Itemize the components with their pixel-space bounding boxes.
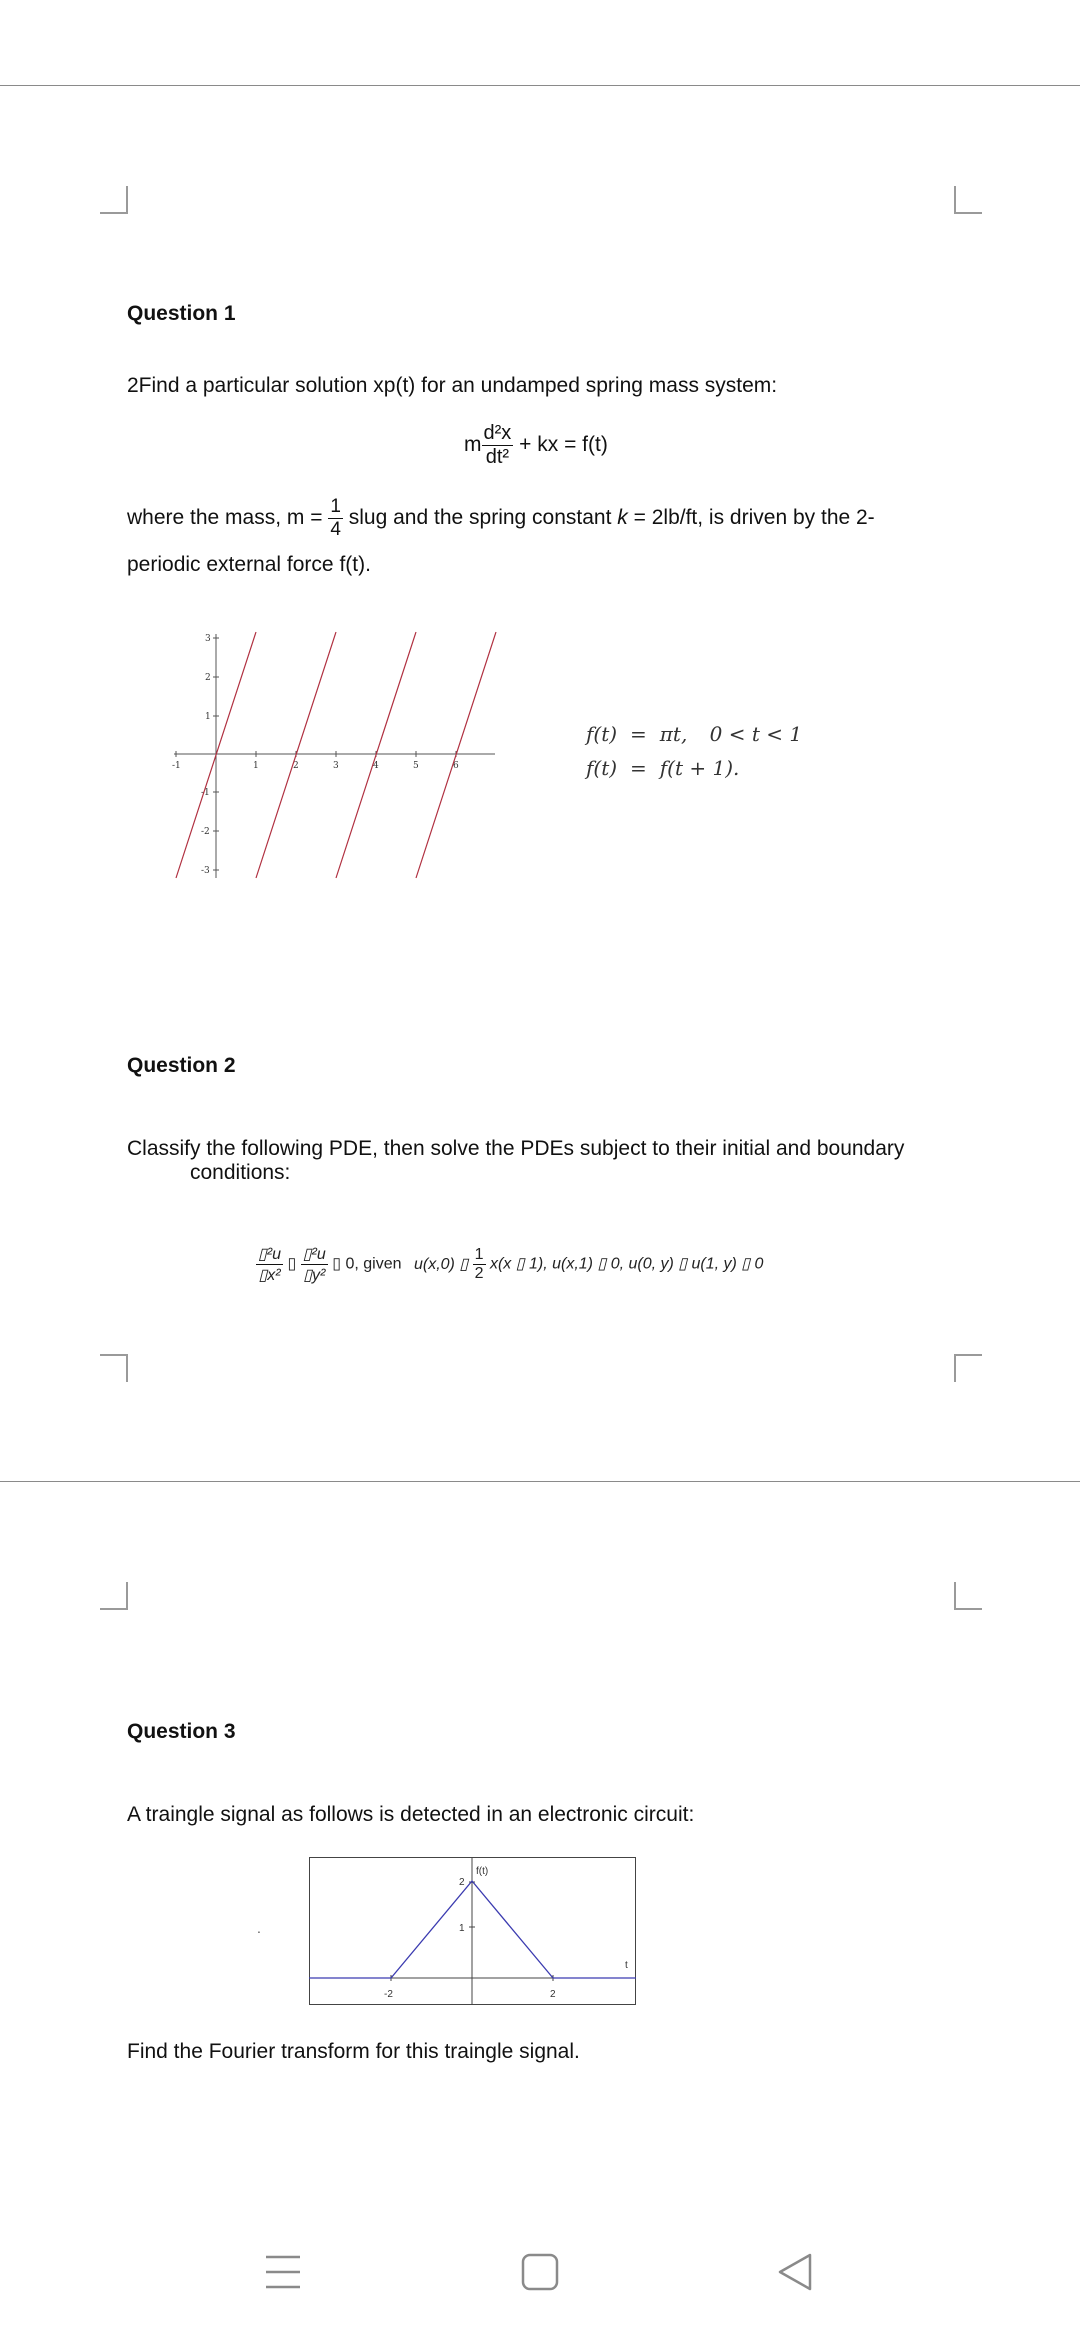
pde-cond2: x(x ▯ 1), u(x,1) ▯ 0, u(0, y) ▯ u(1, y) ▯ 0 (489, 1255, 764, 1273)
question-1-given (127, 496, 875, 541)
pde-op: ▯ (287, 1255, 297, 1273)
given-pre: where the mass, m = (127, 506, 323, 530)
saw-line-4 (416, 632, 496, 878)
x-tick-3: 3 (333, 761, 339, 771)
question-2-prompt-line1: Classify the following PDE, then solve the PDEs subject to their initial and boundary (127, 1137, 905, 1160)
back-button[interactable] (776, 2252, 814, 2292)
question-1-given-line2: periodic external force f(t). (127, 553, 371, 576)
x-tick-1: 1 (253, 761, 259, 771)
sawtooth-graph (160, 620, 510, 890)
crop-mark-top-right-2 (954, 1582, 982, 1610)
pde-half-den: 2 (474, 1265, 484, 1282)
question-2-prompt-line2: conditions: (190, 1161, 291, 1184)
y-tick-2: 2 (205, 673, 211, 683)
mass-numerator: 1 (330, 496, 341, 517)
question-1-prompt: 2Find a particular solution xp(t) for an undamped spring mass system: (127, 374, 778, 397)
equation-spring-mass (464, 422, 608, 469)
crop-mark-bottom-right (954, 1354, 982, 1382)
def1-lhs: f(t) (586, 722, 618, 746)
crop-mark-top-left (100, 186, 128, 214)
t-tick-2: 2 (550, 1989, 556, 2000)
x-tick-2: 2 (293, 761, 299, 771)
question-3-title: Question 3 (127, 1720, 236, 1743)
question-3-prompt: A traingle signal as follows is detected in an electronic circuit: (127, 1803, 695, 1826)
eq-numerator: d²x (483, 422, 512, 444)
pde-den1: ▯x² (258, 1267, 281, 1284)
mass-denominator: 4 (330, 519, 341, 540)
saw-line-3 (336, 632, 416, 878)
given-post: slug and the spring constant (348, 506, 612, 530)
def2-eq: = (630, 756, 647, 780)
x-tick-6: 6 (453, 761, 459, 771)
f-tick-2: 2 (459, 1877, 465, 1888)
eq-m: m (464, 433, 482, 457)
y-tick-neg3: -3 (201, 866, 210, 876)
recents-button[interactable] (264, 2254, 302, 2290)
def1-eq: = (630, 722, 647, 746)
pde-num2: ▯²u (302, 1246, 326, 1263)
pde-num1: ▯²u (258, 1246, 282, 1263)
eq-rest: + kx = f(t) (519, 433, 608, 457)
def1-cond: 0 < t < 1 (709, 722, 803, 746)
def2-lhs: f(t) (586, 756, 618, 780)
y-tick-3: 3 (205, 634, 211, 644)
k-variable: k (617, 506, 628, 530)
eq-denominator: dt² (485, 446, 510, 468)
question-1-title: Question 1 (127, 302, 236, 325)
pde-equation (256, 1244, 763, 1285)
graph-xlabel: t (625, 1960, 628, 1971)
saw-line-2 (256, 632, 336, 878)
pde-den2: ▯y² (303, 1267, 326, 1284)
y-tick-neg2: -2 (201, 827, 210, 837)
f-tick-1: 1 (459, 1923, 465, 1934)
def1-rhs: πt, (659, 722, 688, 746)
x-tick-4: 4 (373, 761, 379, 771)
pde-mid: ▯ 0, given (332, 1255, 402, 1273)
crop-mark-bottom-left (100, 1354, 128, 1382)
back-icon (776, 2252, 814, 2292)
def2-rhs: f(t + 1). (659, 756, 740, 780)
x-tick-neg1: -1 (172, 761, 181, 771)
question-2-title: Question 2 (127, 1054, 236, 1077)
pde-half-num: 1 (474, 1246, 484, 1263)
page-break-line (0, 1481, 1080, 1482)
y-tick-neg1: -1 (201, 788, 210, 798)
question-3-footer: Find the Fourier transform for this traingle signal. (127, 2040, 580, 2063)
page-top-border (0, 85, 1080, 86)
triangle-signal-graph (309, 1857, 636, 2005)
crop-mark-top-right (954, 186, 982, 214)
home-icon (521, 2253, 559, 2291)
definition-row-1 (586, 722, 802, 746)
recents-icon (264, 2254, 302, 2290)
y-tick-1: 1 (205, 712, 211, 722)
crop-mark-top-left-2 (100, 1582, 128, 1610)
t-tick-neg2: -2 (384, 1989, 393, 2000)
given-end: = 2lb/ft, is driven by the 2- (633, 506, 875, 530)
definition-row-2 (586, 756, 739, 780)
pde-cond1: u(x,0) ▯ (413, 1255, 469, 1273)
x-tick-5: 5 (413, 761, 419, 771)
graph-ylabel: f(t) (476, 1866, 489, 1877)
stray-dot: . (257, 1920, 261, 1936)
home-button[interactable] (521, 2253, 559, 2291)
